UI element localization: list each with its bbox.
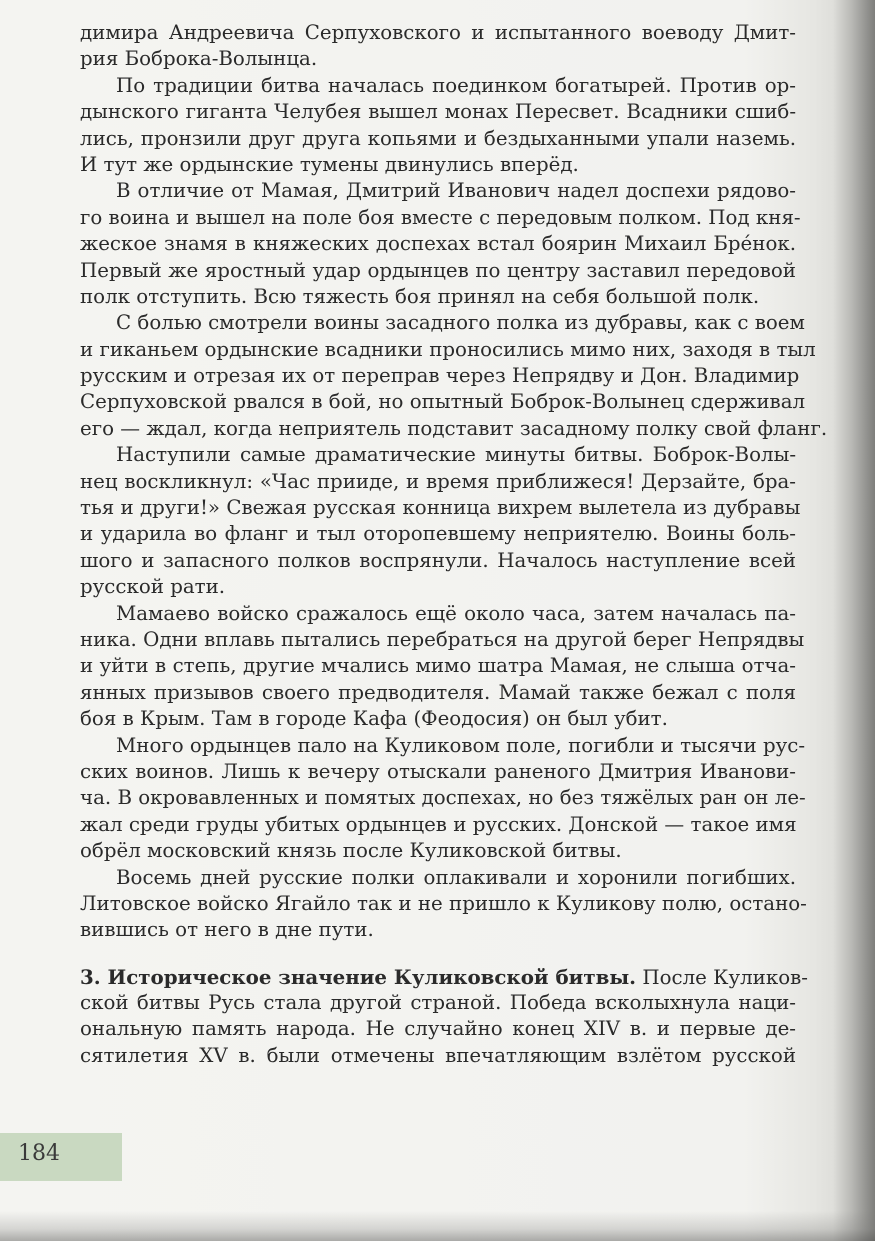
text-line: Наступили самые драматические минуты битвы. Боброк-Волы- (116, 443, 796, 467)
text-line: дынского гиганта Челубея вышел монах Пересвет. Всадники сшиб- (80, 100, 796, 124)
page-number: 184 (18, 1141, 60, 1166)
paragraph (80, 20, 796, 73)
text-line: и уйти в степь, другие мчались мимо шатра Мамая, не слыша отча- (80, 654, 796, 678)
text-line: ской битвы Русь стала другой страной. Победа всколыхнула наци- (80, 991, 796, 1015)
section-gap (80, 944, 796, 964)
section-first-line-rest: После Куликов- (636, 965, 808, 989)
paragraph (80, 442, 801, 600)
book-spine-shadow (833, 0, 875, 1241)
text-line: Серпуховской рвался в бой, но опытный Боброк-Волынец сдерживал (80, 390, 806, 414)
page-text (80, 20, 828, 1069)
text-line: В отличие от Мамая, Дмитрий Иванович надел доспехи рядово- (116, 179, 796, 203)
text-line: Восемь дней русские полки оплакивали и хоронили погибших. (116, 865, 796, 889)
text-line: и ударила во фланг и тыл оторопевшему неприятелю. Воины боль- (80, 522, 796, 546)
text-line: Первый же яростный удар ордынцев по центру заставил передовой (80, 258, 796, 282)
text-line: обрёл московский князь после Куликовской битвы. (80, 839, 622, 863)
paragraph (80, 601, 805, 733)
text-line: нец воскликнул: «Час прииде, и время приближеся! Дерзайте, бра- (80, 469, 796, 493)
text-line: жеское знамя в княжеских доспехах встал боярин Михаил Бре́нок. (80, 232, 796, 256)
paragraph (80, 865, 807, 944)
text-line: го воина и вышел на поле боя вместе с передовым полком. Под кня- (80, 205, 801, 229)
text-line: вившись от него в дне пути. (80, 918, 374, 942)
section-heading: 3. Историческое значение Куликовской битвы. (80, 964, 637, 989)
section-first-line (80, 964, 808, 990)
text-line: димира Андреевича Серпуховского и испытанного воеводу Дмит- (80, 21, 796, 44)
section (80, 964, 808, 1070)
text-line: С болью смотрели воины засадного полка из дубравы, как с воем (116, 311, 805, 335)
text-line: шого и запасного полков воспрянули. Началось наступление всей (80, 548, 796, 572)
text-line: тья и други!» Свежая русская конница вихрем вылетела из дубравы (80, 496, 801, 520)
text-line: По традиции битва началась поединком богатырей. Против ор- (116, 73, 796, 97)
text-line: и гиканьем ордынские всадники проносились мимо них, заходя в тыл (80, 337, 816, 361)
text-line: рия Боброка-Волынца. (80, 47, 318, 71)
text-line: И тут же ордынские тумены двинулись вперёд. (80, 152, 579, 176)
text-line: янных призывов своего предводителя. Мамай также бежал с поля (80, 680, 796, 704)
text-line: его — ждал, когда неприятель подставит засадному полку свой фланг. (80, 416, 828, 440)
text-line: Мамаево войско сражалось ещё около часа, затем началась па- (116, 601, 796, 625)
paragraph (80, 178, 801, 310)
text-line: сятилетия XV в. были отмечены впечатляющим взлётом русской (80, 1043, 796, 1067)
text-line: жал среди груды убитых ордынцев и русских. Донской — такое имя (80, 812, 797, 836)
text-line: русской рати. (80, 575, 226, 599)
text-line: полк отступить. Всю тяжесть боя принял на себя большой полк. (80, 284, 760, 308)
text-line: боя в Крым. Там в городе Кафа (Феодосия) он был убит. (80, 707, 668, 731)
paragraph (80, 310, 828, 442)
text-line: лись, пронзили друг друга копьями и бездыханными упали наземь. (80, 126, 796, 150)
text-line: ональную память народа. Не случайно конец XIV в. и первые де- (80, 1017, 796, 1041)
text-line: Много ордынцев пало на Куликовом поле, погибли и тысячи рус- (116, 733, 806, 757)
text-line: ских воинов. Лишь к вечеру отыскали раненого Дмитрия Иванови- (80, 759, 796, 783)
text-line: ча. В окровавленных и помятых доспехах, но без тяжёлых ран он ле- (80, 786, 806, 810)
paragraph (80, 73, 796, 179)
text-line: ника. Одни вплавь пытались перебраться на другой берег Непрядвы (80, 627, 805, 651)
text-line: русским и отрезая их от переправ через Непрядву и Дон. Владимир (80, 364, 800, 388)
text-line: Литовское войско Ягайло так и не пришло к Куликову полю, остано- (80, 891, 807, 915)
paragraph (80, 733, 806, 865)
page-bottom-shadow (0, 1211, 875, 1241)
